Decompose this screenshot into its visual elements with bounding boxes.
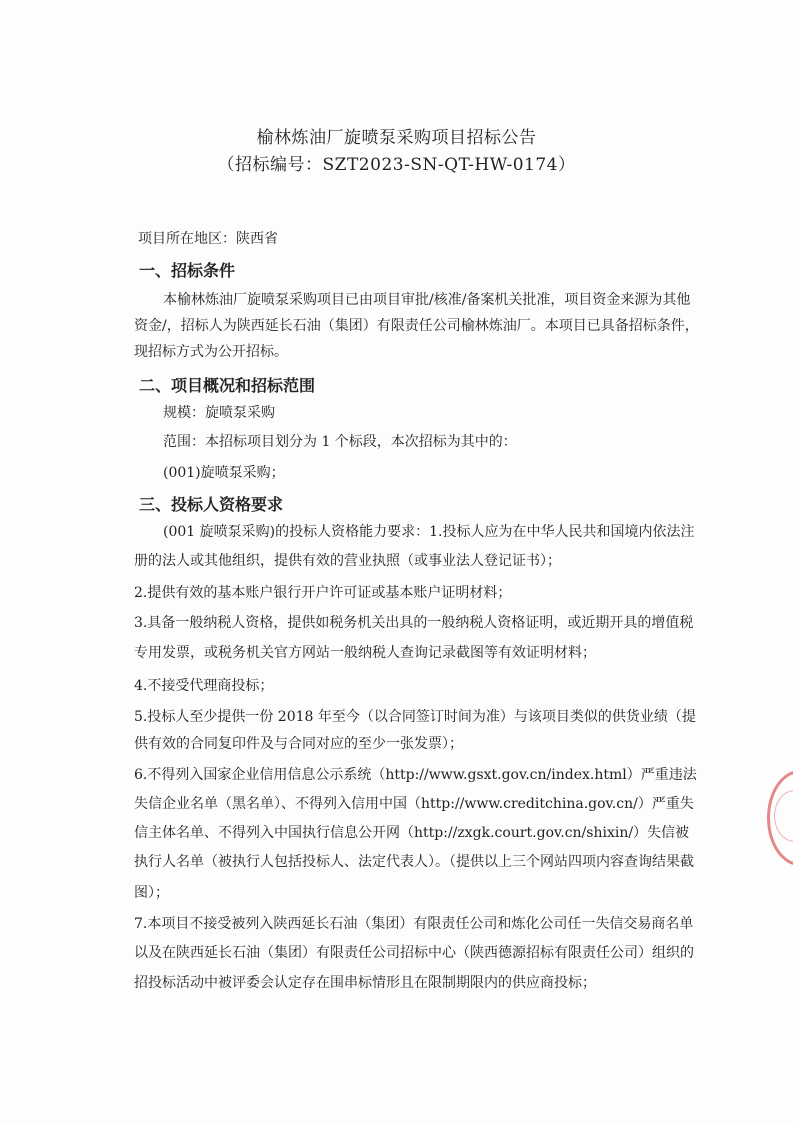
section3-line: 图）； (134, 885, 169, 901)
section3-line: 5.投标人至少提供一份 2018 年至今（以合同签订时间为准）与该项目类似的供货业绩（提 (134, 709, 696, 725)
section3-line: 7.本项目不接受被列入陕西延长石油（集团）有限责任公司和炼化公司任一失信交易商名单 (134, 916, 694, 932)
section2-line: 规模：旋喷泵采购 (163, 405, 275, 421)
section3-line: 信主体名单、不得列入中国执行信息公开网（http://zxgk.court.gov.cn/shixin/）失信被 (134, 825, 690, 841)
section3-line: 专用发票，或税务机关官方网站一般纳税人查询记录截图等有效证明材料； (134, 645, 596, 661)
section3-line: 供有效的合同复印件及与合同对应的至少一张发票）； (134, 736, 463, 752)
section2-line: 范围：本招标项目划分为 1 个标段，本次招标为其中的： (163, 434, 517, 450)
section3-line: 执行人名单（被执行人包括投标人、法定代表人）。（提供以上三个网站四项内容查询结果截 (134, 854, 694, 870)
section1-line: 现招标方式为公开招标。 (134, 344, 288, 360)
bid-number: （招标编号：SZT2023-SN-QT-HW-0174） (217, 155, 576, 175)
section1-line: 本榆林炼油厂旋喷泵采购项目已由项目审批/核准/备案机关批准，项目资金来源为其他 (163, 292, 691, 308)
section3-line: (001 旋喷泵采购)的投标人资格能力要求：1.投标人应为在中华人民共和国境内依法注 (163, 524, 695, 540)
section3-line: 2.提供有效的基本账户银行开户许可证或基本账户证明材料； (134, 585, 512, 601)
section3-line: 4.不接受代理商投标； (134, 678, 274, 694)
section2-line: (001)旋喷泵采购； (163, 465, 285, 481)
document-title: 榆林炼油厂旋喷泵采购项目招标公告 (256, 128, 537, 148)
section3-line: 3.具备一般纳税人资格，提供如税务机关出具的一般纳税人资格证明，或近期开具的增值税 (134, 615, 694, 631)
section2-heading: 二、项目概况和招标范围 (139, 376, 316, 395)
section3-line: 6.不得列入国家企业信用信息公示系统（http://www.gsxt.gov.cn/index.html）严重违法 (134, 767, 697, 783)
section3-heading: 三、投标人资格要求 (139, 495, 284, 514)
section1-line: 资金/，招标人为陕西延长石油（集团）有限责任公司榆林炼油厂。本项目已具备招标条件， (134, 318, 699, 334)
section1-heading: 一、招标条件 (139, 261, 236, 280)
project-region: 项目所在地区：陕西省 (138, 231, 278, 247)
section3-line: 以及在陕西延长石油（集团）有限责任公司招标中心（陕西德源招标有限责任公司）组织的 (134, 945, 694, 961)
section3-line: 册的法人或其他组织，提供有效的营业执照（或事业法人登记证书）； (134, 553, 561, 569)
section3-line: 失信企业名单（黑名单）、不得列入信用中国（http://www.creditchina.gov.cn/）严重失 (134, 796, 694, 812)
section3-line: 招投标活动中被评委会认定存在围串标情形且在限制期限内的供应商投标； (134, 975, 596, 991)
